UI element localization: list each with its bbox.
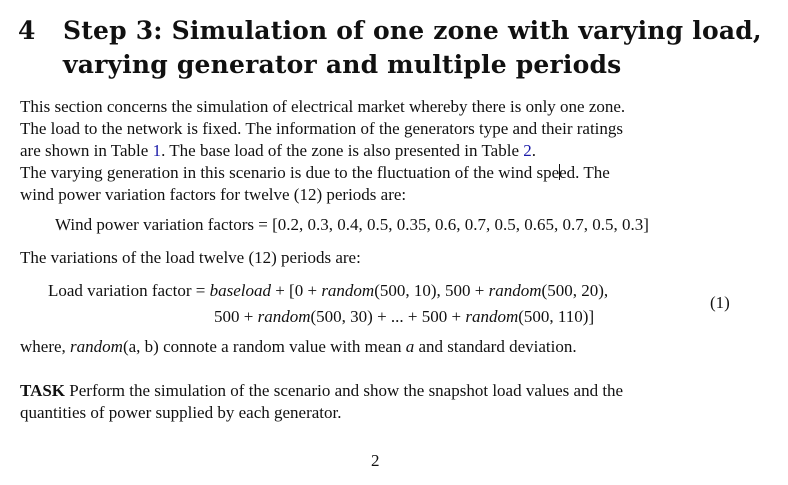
definition-prefix: where, xyxy=(20,337,71,356)
section-title-line-2: varying generator and multiple periods xyxy=(63,50,622,79)
wind-equation-label: Wind power variation factors = xyxy=(55,215,273,234)
page-number: 2 xyxy=(371,451,380,470)
definition-fn: random xyxy=(70,337,123,356)
table-2-link[interactable]: 2 xyxy=(523,141,532,160)
load-paragraph: The variations of the load twelve (12) periods are: xyxy=(20,248,361,267)
load-equation-line-2 xyxy=(214,306,594,328)
wind-variation-equation xyxy=(55,214,649,236)
equation-number: (1) xyxy=(710,293,730,312)
wind-equation-values: [0.2, 0.3, 0.4, 0.5, 0.35, 0.6, 0.7, 0.5, 0.65, 0.7, 0.5, 0.3] xyxy=(272,215,649,234)
load-eq-line2-a: 500 + xyxy=(214,307,258,326)
task-paragraph xyxy=(20,380,740,424)
task-line-2: quantities of power supplied by each generator. xyxy=(20,403,342,422)
wind-line-1-a: The varying generation in this scenario is due to the fluctuation of the wind spe xyxy=(20,163,560,182)
intro-line-3-suffix: . xyxy=(531,141,536,160)
intro-line-3-mid: . The base load of the zone is also presented in Table xyxy=(161,141,524,160)
wind-line-1-b: ed. The xyxy=(559,163,610,182)
load-eq-line2-b: (500, 30) + ... + 500 + xyxy=(310,307,466,326)
load-equation-line-1 xyxy=(48,280,608,302)
section-title-line-1: Step 3: Simulation of one zone with varying load, xyxy=(63,16,762,45)
definition-suffix: and standard deviation. xyxy=(414,337,577,356)
baseload-term: baseload xyxy=(209,281,271,300)
intro-line-3-prefix: are shown in Table xyxy=(20,141,153,160)
intro-line-1: This section concerns the simulation of electrical market whereby there is only one zone. xyxy=(20,97,626,116)
definition-args: (a, b) xyxy=(122,337,159,356)
intro-line-2: The load to the network is fixed. The information of the generators type and their ratings xyxy=(20,119,624,138)
wind-line-1 xyxy=(20,162,740,184)
random-fn-3: random xyxy=(257,307,311,326)
task-line-1-text: Perform the simulation of the scenario and show the snapshot load values and the xyxy=(65,381,624,400)
random-fn-1: random xyxy=(321,281,375,300)
task-label: TASK xyxy=(20,381,66,400)
intro-paragraph xyxy=(20,96,740,162)
load-eq-part-b: (500, 10), 500 + xyxy=(374,281,489,300)
wind-line-2: wind power variation factors for twelve (12) periods are: xyxy=(20,185,407,204)
random-definition-paragraph xyxy=(20,336,740,358)
section-title xyxy=(63,14,773,82)
wind-paragraph xyxy=(20,162,740,206)
load-eq-line2-c: (500, 110)] xyxy=(518,307,595,326)
load-eq-part-a: + [0 + xyxy=(270,281,322,300)
table-1-link[interactable]: 1 xyxy=(152,141,162,160)
task-line-1 xyxy=(20,380,740,402)
random-fn-2: random xyxy=(488,281,542,300)
definition-mean-symbol: a xyxy=(405,337,415,356)
intro-line-3 xyxy=(20,140,740,162)
load-eq-part-c: (500, 20), xyxy=(541,281,609,300)
definition-mid: connote a random value with mean xyxy=(158,337,406,356)
random-fn-4: random xyxy=(465,307,519,326)
section-number: 4 xyxy=(18,16,36,45)
load-equation-label: Load variation factor = xyxy=(48,281,210,300)
